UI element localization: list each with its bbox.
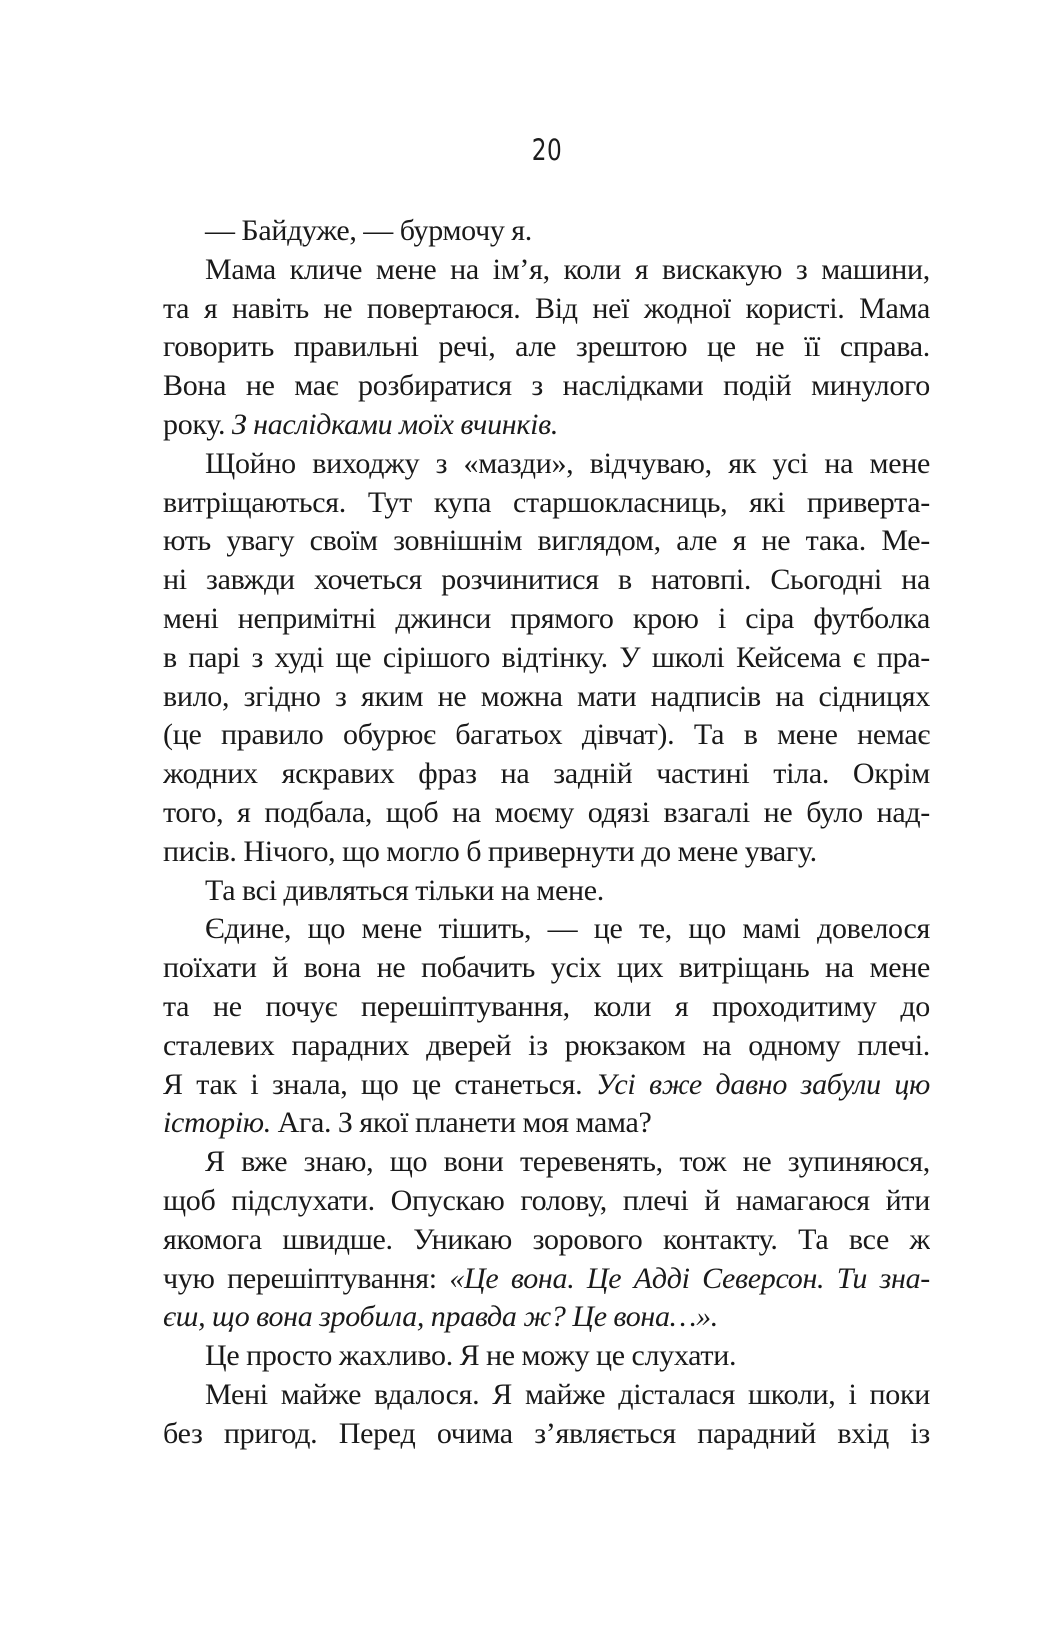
text-segment: (це правило обурює багатьох дівчат). Та в мене немає [163,718,930,752]
text-segment: чую перешіптування: [163,1261,450,1295]
text-segment: Мені майже вдалося. Я майже дісталася школи, і поки [205,1377,930,1411]
text-line [163,1027,930,1066]
text-segment: писів. Нічого, що могло б привернути до мене увагу. [163,834,817,868]
text-line [163,1182,930,1221]
italic-text-segment: З наслідками моїх вчинків. [231,407,559,441]
text-segment: Щойно виходжу з «мазди», відчуваю, як усі на мене [205,446,930,480]
text-line [163,794,930,833]
text-segment: Та всі дивляться тільки на мене. [205,873,604,907]
paragraph [163,872,930,911]
text-line [163,678,930,717]
text-segment: — Байдуже, — бурмочу я. [205,214,532,247]
text-line [163,212,930,251]
text-line [163,1143,930,1182]
text-segment: мені непримітні джинси прямого крою і сіра футболка [163,601,930,635]
text-line [163,328,930,367]
text-segment: в парі з худі ще сірішого відтінку. У школі Кейсема є пра- [163,640,930,674]
text-segment: якомога швидше. Уникаю зорового контакту. Та все ж [163,1222,930,1256]
text-segment: поїхати й вона не побачить усіх цих витріщань на мене [163,951,930,985]
text-segment: Це просто жахливо. Я не можу це слухати. [205,1339,737,1373]
paragraph [163,1376,930,1454]
text-segment: того, я подбала, щоб на моєму одязі взагалі не було над- [163,795,930,829]
text-segment: Я вже знаю, що вони теревенять, тож не зупиняюся, [205,1145,930,1179]
text-segment: сталевих парадних дверей із рюкзаком на одному плечі. [163,1028,930,1062]
text-segment: Ага. З якої планети моя мама? [270,1106,652,1140]
paragraph [163,1143,930,1337]
text-line [163,910,930,949]
text-segment: Я так і знала, що це станеться. [163,1067,596,1101]
text-line [163,561,930,600]
text-segment: Вона не має розбиратися з наслідками подій минулого [163,369,930,403]
text-segment: ні завжди хочеться розчинитися в натовпі. Сьогодні на [163,563,930,597]
italic-text-segment: Усі вже давно забули цю [595,1067,930,1101]
text-segment: Єдине, що мене тішить, — це те, що мамі довелося [205,912,930,946]
text-line [163,522,930,561]
text-line [163,988,930,1027]
paragraph [163,212,930,251]
text-line [163,251,930,290]
text-line [163,872,930,911]
text-line [163,1376,930,1415]
text-line [163,367,930,406]
text-line [163,1337,930,1376]
text-segment: жодних яскравих фраз на задній частині тіла. Окрім [163,757,930,791]
text-line [163,1260,930,1299]
text-segment: року. [163,407,232,441]
text-line [163,833,930,872]
text-line [163,716,930,755]
text-line [163,600,930,639]
text-segment: та не почує перешіптування, коли я проходитиму до [163,989,930,1023]
text-segment: та я навіть не повертаюся. Від неї жодної користі. Мама [163,291,930,325]
paragraph [163,251,930,445]
italic-text-segment: історію. [163,1106,271,1140]
text-line [163,1066,930,1105]
text-line [163,290,930,329]
text-line [163,445,930,484]
paragraph [163,1337,930,1376]
italic-text-segment: «Це вона. Це Адді Северсон. Ти зна- [449,1261,930,1295]
text-line [163,1415,930,1454]
text-line [163,1221,930,1260]
paragraph [163,910,930,1143]
text-segment: Мама кличе мене на ім’я, коли я вискакую з машини, [205,252,930,286]
text-segment: ють увагу своїм зовнішнім виглядом, але я не така. Ме- [163,524,930,558]
text-line [163,949,930,988]
text-block [163,212,930,1454]
text-segment: вило, згідно з яким не можна мати надписів на сідницях [163,679,930,713]
text-segment: говорить правильні речі, але зрештою це не її справа. [163,330,930,364]
text-line [163,484,930,523]
text-line [163,1104,930,1143]
text-segment: щоб підслухати. Опускаю голову, плечі й намагаюся йти [163,1183,930,1217]
text-line [163,1298,930,1337]
page-number: 20 [531,133,562,167]
text-line [163,406,930,445]
text-segment: без пригод. Перед очима з’являється парадний вхід із [163,1416,930,1450]
text-segment: витріщаються. Тут купа старшокласниць, які приверта- [163,485,930,519]
text-line [163,639,930,678]
paragraph [163,445,930,872]
italic-text-segment: єш, що вона зробила, правда ж? Це вона…». [163,1300,718,1334]
page-number-container [163,134,930,167]
text-line [163,755,930,794]
